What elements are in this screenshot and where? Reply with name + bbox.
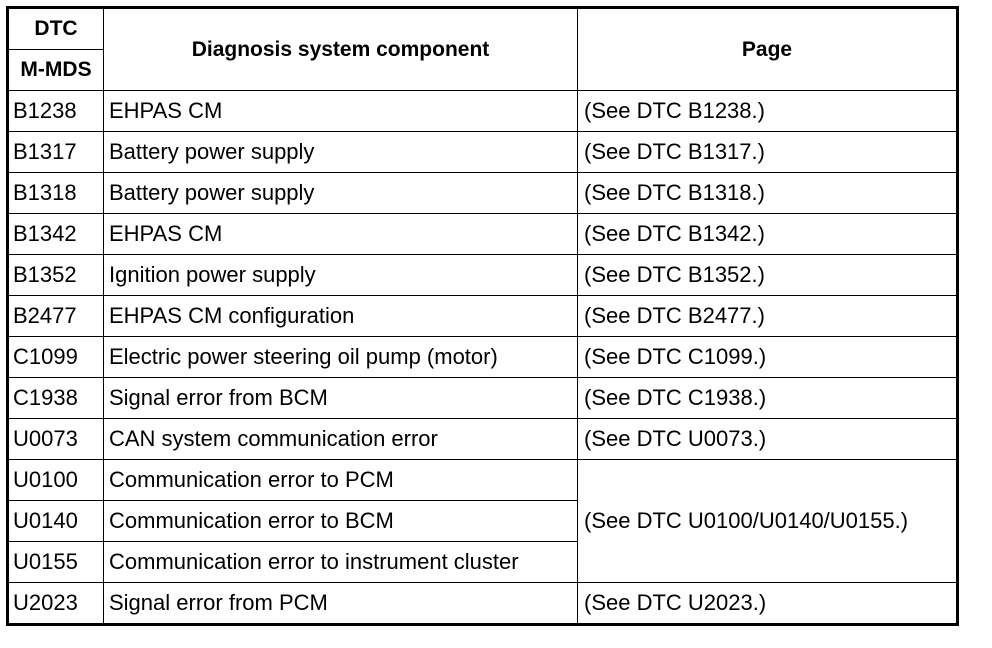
dtc-code-cell: C1938 xyxy=(8,378,104,419)
page-cell: (See DTC B1342.) xyxy=(578,214,958,255)
dtc-code-cell: U0100 xyxy=(8,460,104,501)
dtc-code-cell: U0073 xyxy=(8,419,104,460)
page-cell: (See DTC B1318.) xyxy=(578,173,958,214)
component-cell: Communication error to BCM xyxy=(104,501,578,542)
component-cell: Ignition power supply xyxy=(104,255,578,296)
page-cell: (See DTC B1317.) xyxy=(578,132,958,173)
page-cell: (See DTC C1938.) xyxy=(578,378,958,419)
component-cell: EHPAS CM xyxy=(104,214,578,255)
dtc-code-cell: B1238 xyxy=(8,91,104,132)
table-header-row xyxy=(8,8,958,50)
table-row xyxy=(8,337,958,378)
component-cell: Battery power supply xyxy=(104,132,578,173)
page-cell: (See DTC B1352.) xyxy=(578,255,958,296)
component-cell: Communication error to PCM xyxy=(104,460,578,501)
page-header: Page xyxy=(578,8,958,91)
table-row xyxy=(8,419,958,460)
dtc-code-cell: B2477 xyxy=(8,296,104,337)
table-row xyxy=(8,91,958,132)
dtc-code-cell: B1318 xyxy=(8,173,104,214)
dtc-code-cell: U0140 xyxy=(8,501,104,542)
table-row xyxy=(8,132,958,173)
component-cell: Communication error to instrument cluster xyxy=(104,542,578,583)
page-cell-merged: (See DTC U0100/U0140/U0155.) xyxy=(578,460,958,583)
dtc-table xyxy=(6,6,959,626)
table-row xyxy=(8,378,958,419)
dtc-code-cell: B1342 xyxy=(8,214,104,255)
dtc-code-cell: C1099 xyxy=(8,337,104,378)
table-row xyxy=(8,296,958,337)
dtc-code-cell: U2023 xyxy=(8,583,104,625)
dtc-header: DTC xyxy=(8,8,104,50)
page-cell: (See DTC U0073.) xyxy=(578,419,958,460)
component-header: Diagnosis system component xyxy=(104,8,578,91)
dtc-code-cell: B1352 xyxy=(8,255,104,296)
component-cell: Signal error from BCM xyxy=(104,378,578,419)
table-row xyxy=(8,173,958,214)
dtc-code-cell: U0155 xyxy=(8,542,104,583)
page-cell: (See DTC C1099.) xyxy=(578,337,958,378)
mmds-header: M-MDS xyxy=(8,50,104,91)
table-row xyxy=(8,255,958,296)
component-cell: CAN system communication error xyxy=(104,419,578,460)
table-row xyxy=(8,460,958,501)
page-cell: (See DTC U2023.) xyxy=(578,583,958,625)
page-cell: (See DTC B1238.) xyxy=(578,91,958,132)
component-cell: EHPAS CM configuration xyxy=(104,296,578,337)
component-cell: Battery power supply xyxy=(104,173,578,214)
page-cell: (See DTC B2477.) xyxy=(578,296,958,337)
component-cell: Signal error from PCM xyxy=(104,583,578,625)
component-cell: Electric power steering oil pump (motor) xyxy=(104,337,578,378)
dtc-code-cell: B1317 xyxy=(8,132,104,173)
component-cell: EHPAS CM xyxy=(104,91,578,132)
table-row xyxy=(8,214,958,255)
table-row xyxy=(8,583,958,625)
